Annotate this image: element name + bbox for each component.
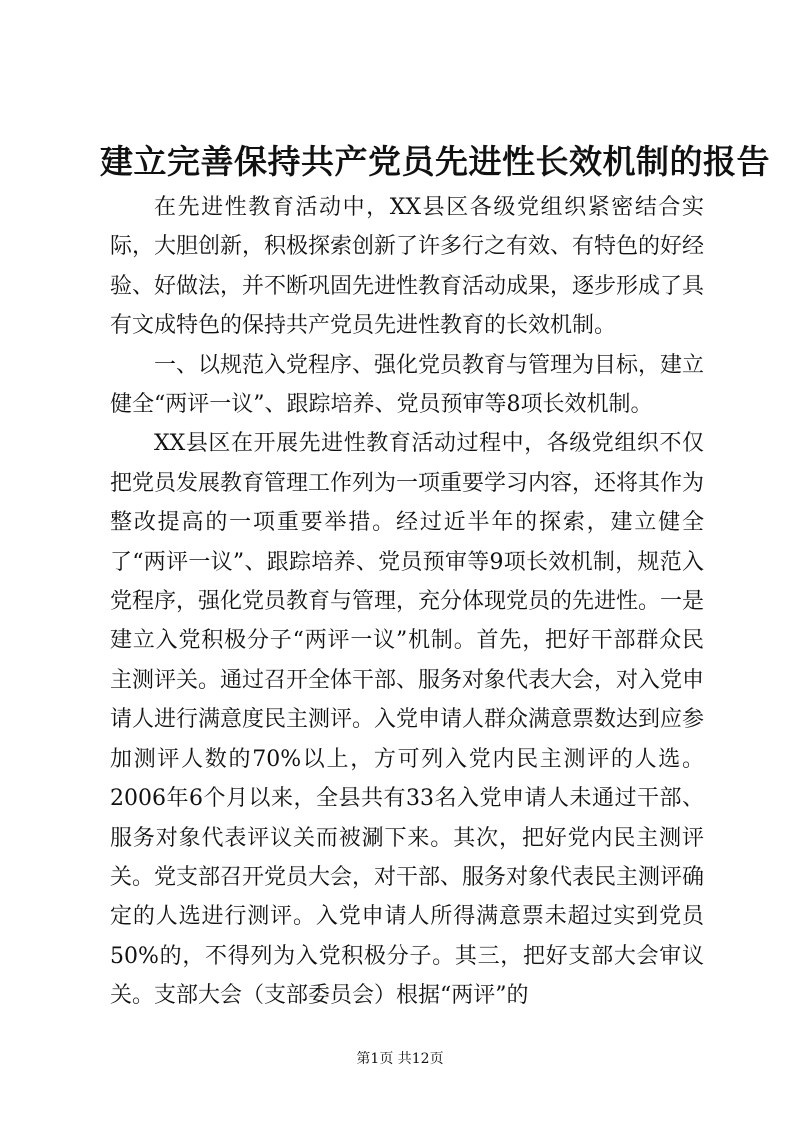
page-number-footer: 第1页 共12页 bbox=[356, 1051, 444, 1067]
document-title: 建立完善保持共产党员先进性长效机制的报告 bbox=[100, 142, 770, 181]
document-body bbox=[110, 188, 704, 1016]
paragraph-intro: 在先进性教育活动中，XX县区各级党组织紧密结合实际，大胆创新，积极探索创新了许多行之有效、有特色的好经验、好做法，并不断巩固先进性教育活动成果，逐步形成了具有文成特色的保持共产党员先进性教育的长效机制。 bbox=[110, 195, 705, 339]
paragraph-section-heading: 一、以规范入党程序、强化党员教育与管理为目标，建立健全“两评一议”、跟踪培养、党员预审等8项长效机制。 bbox=[110, 352, 705, 418]
paragraph-section-body: XX县区在开展先进性教育活动过程中，各级党组织不仅把党员发展教育管理工作列为一项重要学习内容，还将其作为整改提高的一项重要举措。经过近半年的探索，建立健全了“两评一议”、跟踪培养、党员预审等9项长效机制，规范入党程序，强化党员教育与管理，充分体现党员的先进性。一是建立入党积极分子“两评一议”机制。首先，把好干部群众民主测评关。通过召开全体干部、服务对象代表大会，对入党申请人进行满意度民主测评。入党申请人群众满意票数达到应参加测评人数的70%以上，方可列入党内民主测评的人选。2006年6个月以来，全县共有33名入党申请人未通过干部、服务对象代表评议关而被涮下来。其次，把好党内民主测评关。党支部召开党员大会，对干部、服务对象代表民主测评确定的人选进行测评。入党申请人所得满意票未超过实到党员50%的，不得列为入党积极分子。其三，把好支部大会审议关。支部大会（支部委员会）根据“两评”的 bbox=[110, 431, 705, 1009]
